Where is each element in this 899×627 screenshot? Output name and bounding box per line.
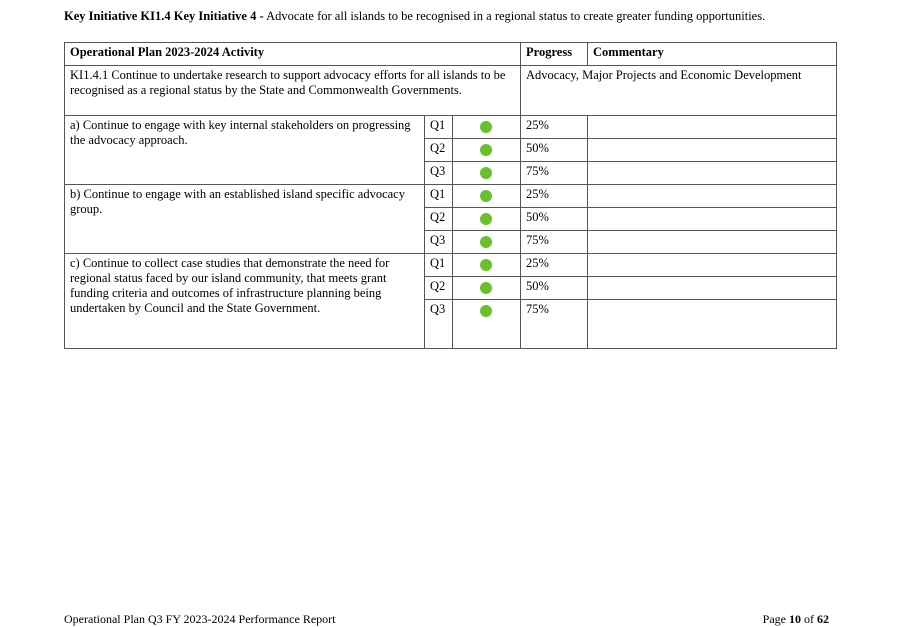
commentary-cell <box>588 254 837 277</box>
heading-label: Key Initiative KI1.4 Key Initiative 4 - <box>64 9 264 23</box>
commentary-cell <box>588 185 837 208</box>
status-dot-icon <box>480 121 492 133</box>
status-dot-icon <box>480 282 492 294</box>
commentary-cell <box>588 208 837 231</box>
page-of: of <box>801 612 817 626</box>
quarter-label: Q1 <box>425 116 453 139</box>
status-cell <box>453 185 521 208</box>
quarter-label: Q2 <box>425 277 453 300</box>
quarter-label: Q3 <box>425 162 453 185</box>
status-cell <box>453 139 521 162</box>
commentary-cell <box>588 231 837 254</box>
progress-value: 25% <box>521 116 588 139</box>
progress-column-header: Progress <box>521 43 588 66</box>
progress-value: 75% <box>521 231 588 254</box>
commentary-cell <box>588 162 837 185</box>
progress-value: 50% <box>521 139 588 162</box>
status-dot-icon <box>480 167 492 179</box>
quarter-label: Q2 <box>425 208 453 231</box>
footer-page-number <box>763 612 829 627</box>
status-cell <box>453 162 521 185</box>
progress-value: 50% <box>521 277 588 300</box>
status-dot-icon <box>480 190 492 202</box>
commentary-cell <box>588 300 837 349</box>
page-total: 62 <box>817 612 829 626</box>
quarter-label: Q1 <box>425 254 453 277</box>
quarter-label: Q3 <box>425 300 453 349</box>
key-initiative-heading <box>64 9 765 24</box>
quarter-label: Q1 <box>425 185 453 208</box>
footer-report-title: Operational Plan Q3 FY 2023-2024 Performance Report <box>64 612 336 626</box>
intro-activity-text: KI1.4.1 Continue to undertake research to support advocacy efforts for all islands to be recognised as a regional status by the State and Commonwealth Governments. <box>65 66 521 116</box>
progress-value: 50% <box>521 208 588 231</box>
commentary-cell <box>588 116 837 139</box>
activity-description: b) Continue to engage with an established island specific advocacy group. <box>65 185 425 254</box>
commentary-cell <box>588 277 837 300</box>
page-prefix: Page <box>762 612 789 626</box>
intro-row <box>65 66 837 116</box>
heading-text: Advocate for all islands to be recognised in a regional status to create greater funding opportunities. <box>263 9 766 23</box>
operational-plan-table <box>64 42 837 349</box>
progress-value: 75% <box>521 300 588 349</box>
status-dot-icon <box>480 144 492 156</box>
status-cell <box>453 116 521 139</box>
quarter-label: Q2 <box>425 139 453 162</box>
commentary-column-header: Commentary <box>588 43 837 66</box>
status-dot-icon <box>480 213 492 225</box>
status-cell <box>453 231 521 254</box>
table-row <box>65 254 837 277</box>
status-dot-icon <box>480 236 492 248</box>
table-header-row <box>65 43 837 66</box>
status-dot-icon <box>480 305 492 317</box>
activity-column-header: Operational Plan 2023-2024 Activity <box>65 43 521 66</box>
status-cell <box>453 208 521 231</box>
status-dot-icon <box>480 259 492 271</box>
quarter-label: Q3 <box>425 231 453 254</box>
status-cell <box>453 254 521 277</box>
intro-responsible-text: Advocacy, Major Projects and Economic Development <box>521 66 837 116</box>
status-cell <box>453 277 521 300</box>
progress-value: 75% <box>521 162 588 185</box>
activity-description: c) Continue to collect case studies that demonstrate the need for regional status faced by our island community, that meets grant funding criteria and outcomes of infrastructure planning being undertaken by Council and the State Government. <box>65 254 425 349</box>
progress-value: 25% <box>521 254 588 277</box>
commentary-cell <box>588 139 837 162</box>
activity-description: a) Continue to engage with key internal stakeholders on progressing the advocacy approach. <box>65 116 425 185</box>
table-row <box>65 116 837 139</box>
progress-value: 25% <box>521 185 588 208</box>
table-row <box>65 185 837 208</box>
page-current: 10 <box>789 612 801 626</box>
status-cell <box>453 300 521 349</box>
